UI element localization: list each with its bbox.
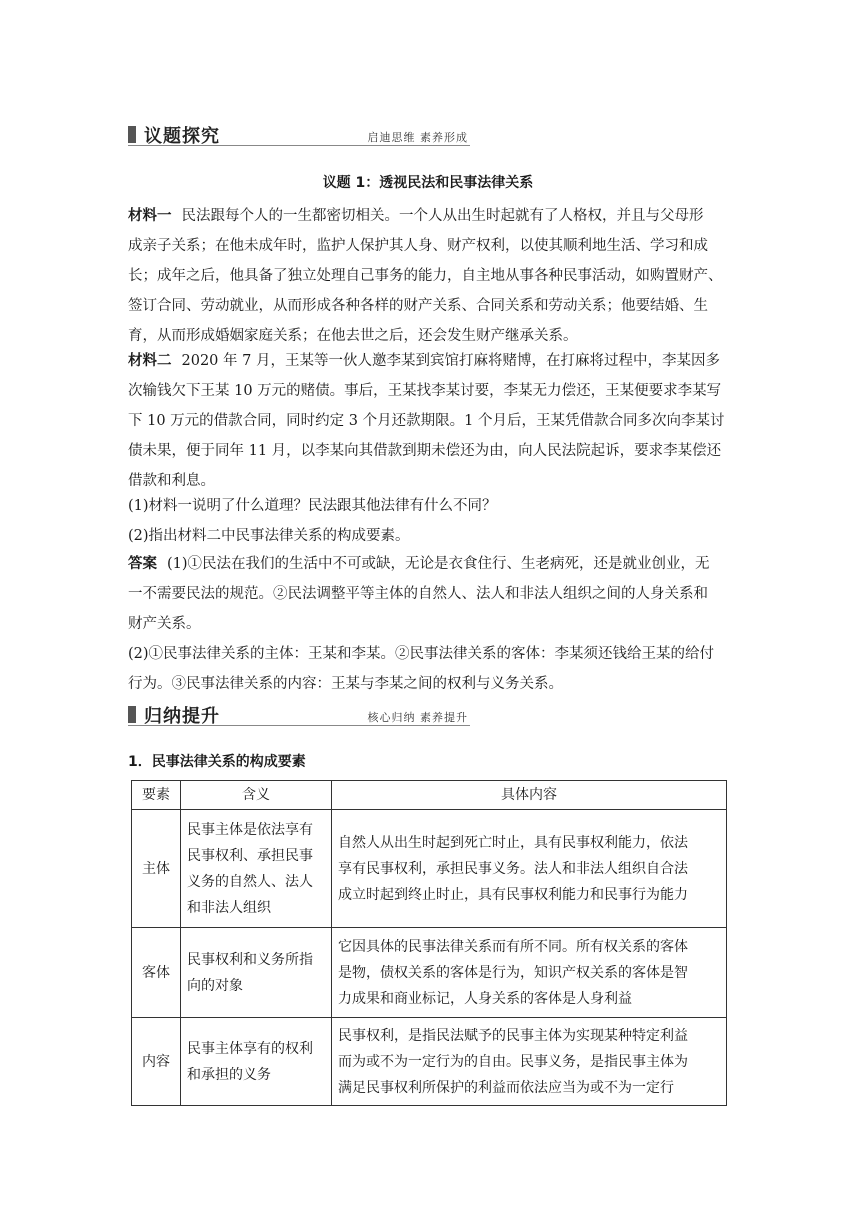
section-rule [128, 725, 470, 726]
material-two-line-4: 债未果，便于同年 11 月，以李某向其借款到期未偿还为由，向人民法院起诉，要求李某偿还 [128, 443, 722, 459]
section-title: 议题探究 [144, 126, 220, 147]
section-marker-icon [128, 706, 136, 723]
material-one-label: 材料一 [128, 208, 172, 224]
question-2: (2)指出材料二中民事法律关系的构成要素。 [128, 528, 410, 544]
questions [128, 491, 728, 551]
material-one-line-2: 成亲子关系；在他未成年时，监护人保护其人身、财产权利，以使其顺利地生活、学习和成 [128, 238, 708, 254]
header-cell-element: 要素 [132, 781, 181, 810]
material-one-line-1: 材料一 民法跟每个人的一生都密切相关。一个人从出生时起就有了人格权，并且与父母形 [128, 208, 704, 224]
material-two-line-1: 材料二 2020 年 7 月，王某等一伙人邀李某到宾馆打麻将赌博，在打麻将过程中，李某因多 [128, 353, 720, 369]
answer-line-1: 答案 (1)①民法在我们的生活中不可或缺，无论是衣食住行、生老病死，还是就业创业，无 [128, 556, 710, 572]
section-subtitle: 启迪思维 素养形成 [367, 131, 468, 144]
material-two-line-2: 次输钱欠下王某 10 万元的赌债。事后，王某找李某讨要，李某无力偿还，王某便要求李某写 [128, 383, 722, 399]
answer-line-5: 行为。③民事法律关系的内容：王某与李某之间的权利与义务关系。 [128, 676, 563, 692]
topic-title: 议题 1：透视民法和民事法律关系 [322, 175, 534, 191]
section-header-summary [128, 704, 470, 726]
section-rule [128, 145, 470, 146]
answer-line-3: 财产关系。 [128, 616, 201, 632]
cell-element: 主体 [132, 810, 181, 928]
cell-meaning: 民事主体是依法享有 民事权利、承担民事 义务的自然人、法人 和非法人组织 [181, 810, 332, 928]
table-header-row [132, 781, 727, 810]
table-row [132, 1018, 727, 1106]
answer-label: 答案 [128, 556, 157, 572]
cell-element: 内容 [132, 1018, 181, 1106]
cell-content: 自然人从出生时起到死亡时止，具有民事权利能力，依法 享有民事权利，承担民事义务。法人和非法人组织自合法 成立时起到终止时止，具有民事权利能力和民事行为能力 [332, 810, 727, 928]
section-title: 归纳提升 [144, 706, 220, 727]
section-header-issue-exploration [128, 124, 470, 146]
material-two-label: 材料二 [128, 353, 172, 369]
elements-table [131, 780, 727, 1106]
answer-line-2: 一不需要民法的规范。②民法调整平等主体的自然人、法人和非法人组织之间的人身关系和 [128, 586, 708, 602]
material-one-line-5: 育，从而形成婚姻家庭关系；在他去世之后，还会发生财产继承关系。 [128, 328, 578, 344]
material-one [128, 201, 728, 351]
table-row [132, 928, 727, 1018]
material-one-line-4: 签订合同、劳动就业，从而形成各种各样的财产关系、合同关系和劳动关系；他要结婚、生 [128, 298, 708, 314]
material-two-line-3: 下 10 万元的借款合同，同时约定 3 个月还款期限。1 个月后，王某凭借款合同多次向李某讨 [128, 413, 725, 429]
material-two [128, 346, 728, 496]
cell-element: 客体 [132, 928, 181, 1018]
table-row [132, 810, 727, 928]
cell-meaning: 民事主体享有的权利 和承担的义务 [181, 1018, 332, 1106]
table-title: 1．民事法律关系的构成要素 [128, 754, 306, 770]
answer-line-4: (2)①民事法律关系的主体：王某和李某。②民事法律关系的客体：李某须还钱给王某的给付 [128, 646, 715, 662]
question-1: (1)材料一说明了什么道理？民法跟其他法律有什么不同？ [128, 498, 497, 514]
answer [128, 549, 728, 699]
header-cell-content: 具体内容 [332, 781, 727, 810]
material-one-line-3: 长；成年之后，他具备了独立处理自己事务的能力，自主地从事各种民事活动，如购置财产、 [128, 268, 723, 284]
cell-meaning: 民事权利和义务所指 向的对象 [181, 928, 332, 1018]
cell-content: 它因具体的民事法律关系而有所不同。所有权关系的客体 是物，债权关系的客体是行为，知识产权关系的客体是智 力成果和商业标记，人身关系的客体是人身利益 [332, 928, 727, 1018]
section-marker-icon [128, 126, 136, 143]
material-two-line-5: 借款和利息。 [128, 473, 215, 489]
header-cell-meaning: 含义 [181, 781, 332, 810]
section-subtitle: 核心归纳 素养提升 [367, 711, 468, 724]
cell-content: 民事权利，是指民法赋予的民事主体为实现某种特定利益 而为或不为一定行为的自由。民事义务，是指民事主体为 满足民事权利所保护的利益而依法应当为或不为一定行 [332, 1018, 727, 1106]
